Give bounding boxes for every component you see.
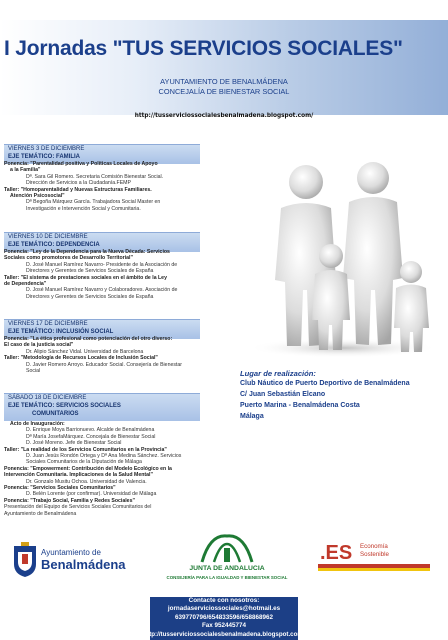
session-line: Acto de Inauguración: — [10, 421, 65, 427]
session-date: VIERNES 17 DE DICIEMBRE — [8, 321, 88, 327]
session-line: D. Juan Jesús Rondón Ortega y Dª Ana Medina Sánchez. Servicios — [26, 453, 182, 459]
session-line: Dirección de Servicios a la Ciudadanía.FEMP — [26, 180, 131, 187]
venue-line: Club Náutico de Puerto Deportivo de Benalmádena — [240, 380, 410, 387]
junta-logo-title: JUNTA DE ANDALUCIA — [189, 565, 265, 572]
session-line: Ponencia: "Trabajo Social, Familia y Redes Sociales" — [4, 497, 135, 504]
session-line: Ponencia: "Ley de la Dependencia para la Nueva Década: Servicios — [4, 249, 170, 255]
session-date-band — [4, 393, 200, 421]
session-line: D. José Moreno. Jefe de Bienestar Social — [26, 440, 122, 447]
session-line: Dr. Gonzalo Musitu Ochoa. Universidad de Valencia. — [26, 478, 147, 485]
session-line: Atención Psicosocial" — [10, 193, 65, 199]
session-line: Investigación e Intervención Social y Comunitaria. — [26, 205, 141, 212]
venue-line: C/ Juan Sebastián Elcano — [240, 391, 326, 398]
benalmadena-logo-small: Ayuntamiento de — [41, 548, 101, 557]
session-theme: EJE TEMÁTICO: FAMILIA — [8, 154, 81, 160]
event-title: I Jornadas "TUS SERVICIOS SOCIALES" — [4, 37, 403, 60]
benalmadena-logo-big: Benalmádena — [41, 557, 126, 572]
session-line: Dr. Alipio Sánchez Vidal. Universidad de Barcelona — [26, 348, 144, 355]
header-gradient — [0, 20, 448, 115]
venue-line: Puerto Marina - Benalmádena Costa — [240, 402, 360, 409]
session-date: VIERNES 3 DE DICIEMBRE — [8, 146, 85, 152]
junta-logo-sub: CONSEJERÍA PARA LA IGUALDAD Y BIENESTAR SOCIAL — [166, 575, 288, 580]
contact-fax: Fax 952445774 — [201, 622, 247, 630]
session-line: Sociales como promotores de Desarrollo Territorial" — [4, 255, 133, 262]
session-theme: EJE TEMÁTICO: SERVICIOS SOCIALES — [8, 403, 121, 409]
session-line: Dª. Sara Gil Romero. Secretaria Comisión Bienestar Social. — [26, 173, 164, 180]
session-line: Social — [26, 368, 41, 374]
session-line: El caso de la justicia social" — [4, 342, 74, 349]
venue-line: Málaga — [240, 413, 264, 420]
session-line: Ponencia: "Parentalidad positiva y Políticas Locales de Apoyo — [4, 161, 158, 167]
venue-heading: Lugar de realización: — [240, 369, 316, 378]
es-yellow-bar — [318, 568, 430, 571]
contact-email-link[interactable]: jornadaserviciossociales@hotmail.es — [167, 605, 281, 613]
session-line: Sociales Comunitarios de la Diputación de Málaga — [26, 459, 142, 466]
svg-text:.ES: .ES — [320, 542, 353, 562]
session-line: Ayuntamiento de Benalmádena — [4, 510, 77, 517]
es-logo-line2: Sostenible — [360, 551, 389, 558]
session-line: Taller: "Metodología de Recursos Locales de Inclusión Social" — [4, 355, 158, 362]
session-line: Presentación del Equipo de Servicios Sociales Comunitarios del — [4, 504, 152, 511]
session-line: Ponencia: "Empowerment: Contribución del Modelo Ecológico en la — [4, 465, 172, 472]
es-logo-line1: Economía — [360, 543, 388, 550]
benalmadena-crest-icon — [12, 542, 38, 578]
session-line: de Dependencia" — [4, 281, 47, 287]
junta-andalucia-emblem-icon — [192, 532, 262, 564]
department-line: CONCEJALÍA DE BIENESTAR SOCIAL — [158, 87, 290, 96]
session-line: D. Enrique Moya Barrionuevo. Alcalde de Benalmádena — [26, 427, 155, 434]
sponsor-logos — [0, 532, 448, 592]
session-date: VIERNES 10 DE DICIEMBRE — [8, 234, 88, 240]
session-line: Intervención Comunitaria. Implicaciones de la Salud Mental" — [4, 472, 153, 479]
session-line: D. Javier Romero Arroyo. Educador Social. Consejería de Bienestar — [26, 361, 182, 368]
organizer-line: AYUNTAMIENTO DE BENALMÁDENA — [160, 77, 288, 86]
session-theme-cont: COMUNITARIOS — [32, 411, 79, 417]
session-line: D. Belén Lorente (por confirmar). Universidad de Málaga — [26, 491, 157, 498]
session-line: Dª Begoña Márquez García. Trabajadora Social Master en — [26, 199, 161, 206]
contact-heading: Contacte con nosotros: — [188, 597, 260, 604]
session-line: D. José Manuel Ramírez Navarro y Colaboradores. Asociación de — [26, 287, 178, 294]
session-line: Dª María JosefaMárquez. Concejala de Bienestar Social — [26, 433, 156, 440]
contact-phones: 639770796/654833596/658868962 — [174, 613, 274, 621]
session-line: D. José Manuel Ramírez Navarro- Presidente de la Asociación de — [26, 261, 178, 268]
session-theme: EJE TEMÁTICO: DEPENDENCIA — [8, 242, 100, 248]
session-line: Taller: "Homoparentalidad y Nuevas Estructuras Familiares. — [4, 186, 152, 193]
session-date: SÁBADO 18 DE DICIEMBRE — [8, 395, 87, 401]
session-line: Ponencia: "La ética profesional como potenciación del otro diverso: — [4, 336, 173, 342]
blog-url-link[interactable]: http://tusserviciossocialesbenalmadena.blogspot.com/ — [134, 113, 314, 119]
session-line: Directores y Gerentes de Servicios Sociales de España — [26, 268, 154, 275]
session-theme: EJE TEMÁTICO: INCLUSIÓN SOCIAL — [8, 329, 114, 335]
family-figures-image — [233, 160, 443, 360]
session-line: Taller: "La realidad de los Servicios Comunitarios en la Provincia" — [4, 446, 167, 453]
session-line: Directores y Gerentes de Servicios Sociales de España — [26, 293, 154, 300]
session-line: a la Familia" — [10, 167, 41, 174]
footer-url-link[interactable]: http://tusserviciossocialesbenalmadena.blogspot.com/ — [143, 631, 305, 638]
economia-sostenible-es-icon — [318, 540, 360, 562]
session-line: Taller: "El sistema de prestaciones sociales en el ámbito de la Ley — [4, 274, 167, 281]
session-line: Ponencia: "Servicios Sociales Comunitarios" — [4, 485, 116, 491]
